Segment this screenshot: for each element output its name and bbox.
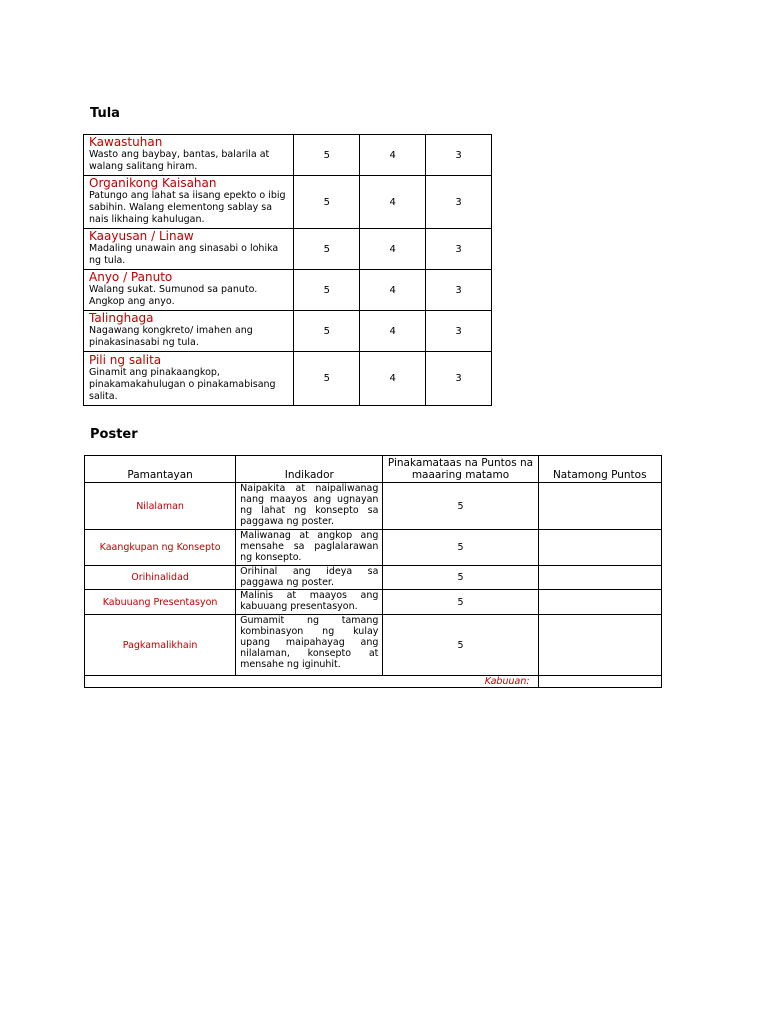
criterion-description: Walang sukat. Sumunod sa panuto. Angkop ang anyo. [89,284,258,307]
poster-max-points: 5 [383,615,538,676]
header-indikador: Indikador [236,456,383,483]
poster-indicator: Malinis at maayos ang kabuuang presentasyon. [236,590,383,615]
poster-header-row [85,456,662,483]
poster-row [85,566,662,590]
criterion-title: Pili ng salita [89,352,162,367]
poster-natamong-cell [538,483,661,530]
poster-indicator: Naipakita at naipaliwanag nang maayos ang ugnayan ng lahat ng konsepto sa paggawa ng poster. [236,483,383,530]
tula-criterion-cell [84,352,294,406]
score-cell: 5 [294,311,360,352]
total-value-cell [538,676,661,688]
score-cell: 5 [294,270,360,311]
tula-row [84,311,492,352]
criterion-description: Nagawang kongkreto/ imahen ang pinakasinasabi ng tula. [89,325,253,348]
score-cell: 5 [294,176,360,229]
score-cell: 3 [426,352,492,406]
score-cell: 4 [360,229,426,270]
criterion-description: Patungo ang lahat sa iisang epekto o ibig sabihin. Walang elementong sablay sa nais likhaing kahulugan. [89,190,286,225]
poster-row [85,615,662,676]
total-label: Kabuuan: [85,676,539,688]
poster-indicator: Gumamit ng tamang kombinasyon ng kulay upang maipahayag ang nilalaman, konsepto at mensahe ng iginuhit. [236,615,383,676]
criterion-description: Madaling unawain ang sinasabi o lohika ng tula. [89,243,279,266]
score-cell: 4 [360,352,426,406]
poster-criterion: Kaangkupan ng Konsepto [85,530,236,566]
score-cell: 3 [426,176,492,229]
tula-criterion-cell [84,229,294,270]
header-natamong-puntos: Natamong Puntos [538,456,661,483]
poster-rubric-table [84,455,662,688]
score-cell: 3 [426,135,492,176]
criterion-title: Anyo / Panuto [89,270,173,284]
poster-natamong-cell [538,530,661,566]
tula-row [84,270,492,311]
tula-criterion-cell [84,311,294,352]
score-cell: 4 [360,270,426,311]
score-cell: 4 [360,176,426,229]
score-cell: 5 [294,352,360,406]
tula-criterion-cell [84,270,294,311]
poster-criterion: Kabuuang Presentasyon [85,590,236,615]
tula-criterion-cell [84,176,294,229]
poster-indicator: Maliwanag at angkop ang mensahe sa paglalarawan ng konsepto. [236,530,383,566]
tula-heading: Tula [90,106,120,121]
criterion-title: Organikong Kaisahan [89,176,217,190]
tula-row [84,135,492,176]
poster-heading: Poster [90,427,138,442]
score-cell: 4 [360,311,426,352]
criterion-description: Wasto ang baybay, bantas, balarila at walang salitang hiram. [89,149,270,172]
tula-row [84,352,492,406]
score-cell: 5 [294,135,360,176]
tula-row [84,176,492,229]
poster-row [85,483,662,530]
header-pamantayan: Pamantayan [85,456,236,483]
poster-max-points: 5 [383,566,538,590]
poster-criterion: Orihinalidad [85,566,236,590]
tula-row [84,229,492,270]
tula-criterion-cell [84,135,294,176]
poster-row [85,590,662,615]
poster-max-points: 5 [383,590,538,615]
criterion-description: Ginamit ang pinakaangkop, pinakamakahulugan o pinakamabisang salita. [89,366,276,402]
poster-max-points: 5 [383,483,538,530]
poster-natamong-cell [538,590,661,615]
score-cell: 3 [426,270,492,311]
poster-natamong-cell [538,615,661,676]
poster-max-points: 5 [383,530,538,566]
poster-criterion: Pagkamalikhain [85,615,236,676]
score-cell: 5 [294,229,360,270]
criterion-title: Talinghaga [89,311,154,325]
tula-rubric-table [83,134,492,406]
poster-natamong-cell [538,566,661,590]
header-max-points: Pinakamataas na Puntos na maaaring matamo [383,456,538,483]
criterion-title: Kaayusan / Linaw [89,229,194,243]
poster-row [85,530,662,566]
poster-criterion: Nilalaman [85,483,236,530]
criterion-title: Kawastuhan [89,135,163,149]
score-cell: 4 [360,135,426,176]
score-cell: 3 [426,229,492,270]
score-cell: 3 [426,311,492,352]
poster-total-row [85,676,662,688]
poster-indicator: Orihinal ang ideya sa paggawa ng poster. [236,566,383,590]
